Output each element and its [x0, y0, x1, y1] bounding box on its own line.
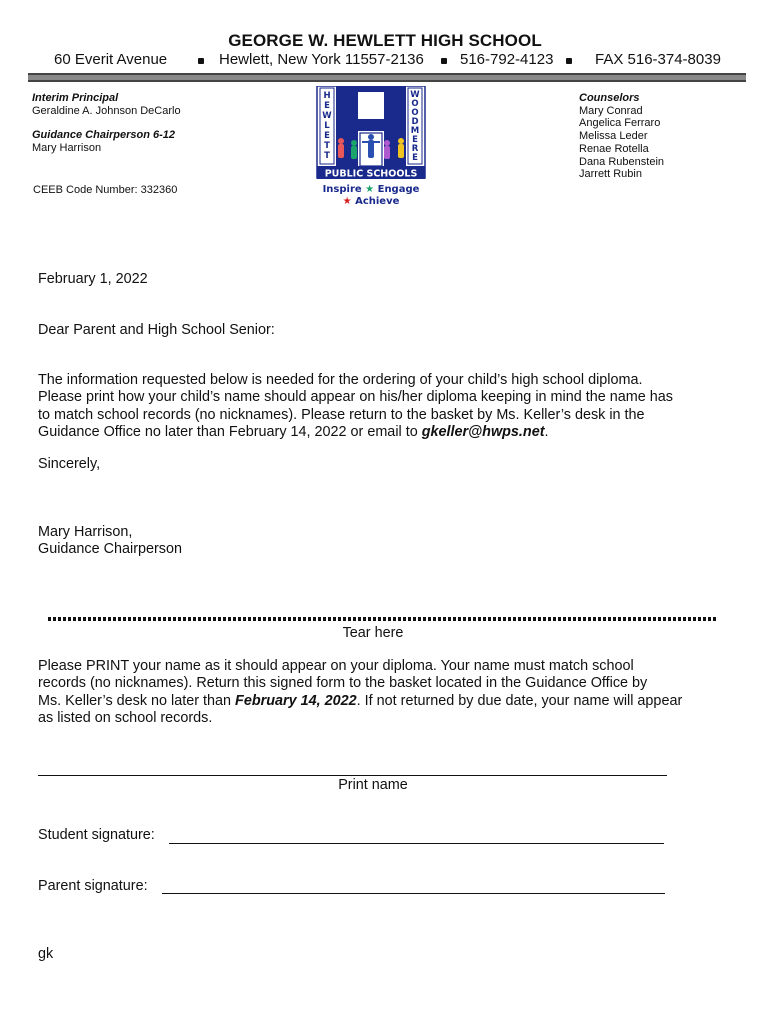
- period: .: [544, 423, 549, 440]
- student-signature-label: Student signature:: [38, 827, 155, 843]
- body-line: Please print how your child’s name should appear on his/her diploma keeping in mind the name has: [38, 389, 673, 406]
- svg-text:O: O: [411, 108, 419, 118]
- counselors-block: [579, 92, 739, 181]
- counselor-name: Renae Rotella: [579, 142, 649, 155]
- counselor-name: Mary Conrad: [579, 104, 643, 117]
- city-address: Hewlett, New York 11557-2136: [219, 51, 424, 68]
- svg-text:D: D: [411, 117, 419, 127]
- letter-salutation: Dear Parent and High School Senior:: [38, 322, 275, 338]
- guidance-name: Mary Harrison: [32, 142, 102, 155]
- phone-number: 516-792-4123: [460, 51, 554, 68]
- school-name: GEORGE W. HEWLETT HIGH SCHOOL: [228, 31, 542, 50]
- svg-text:R: R: [411, 144, 419, 154]
- body-line: The information requested below is needed for the ordering of your child’s high school diploma.: [38, 372, 643, 388]
- principal-name: Geraldine A. Johnson DeCarlo: [32, 104, 181, 117]
- signer-name: Mary Harrison,: [38, 524, 133, 540]
- instr-line: as listed on school records.: [38, 709, 213, 726]
- bullet-separator: [566, 58, 572, 64]
- initials: gk: [38, 946, 54, 962]
- header-rule: [28, 73, 746, 82]
- staff-left: [32, 92, 292, 155]
- svg-text:E: E: [324, 131, 330, 141]
- print-name-label: Print name: [338, 777, 408, 793]
- svg-text:W: W: [410, 90, 420, 100]
- bullet-separator: [441, 58, 447, 64]
- email-link[interactable]: gkeller@hwps.net: [421, 423, 545, 440]
- street-address: 60 Everit Avenue: [54, 51, 168, 68]
- due-date: February 14, 2022: [235, 692, 357, 709]
- instr-line: Please PRINT your name as it should appear on your diploma. Your name must match school: [38, 658, 634, 674]
- print-name-field[interactable]: [38, 775, 667, 776]
- counselor-name: Angelica Ferraro: [579, 117, 661, 130]
- parent-signature-field[interactable]: [162, 893, 665, 894]
- body-line: to match school records (no nicknames). Please return to the basket by Ms. Keller’s desk in the: [38, 406, 645, 423]
- svg-text:PUBLIC SCHOOLS: PUBLIC SCHOOLS: [324, 168, 418, 180]
- bullet-separator: [198, 58, 204, 64]
- form-instructions: [38, 658, 748, 727]
- svg-text:★ Achieve: ★ Achieve: [342, 196, 400, 207]
- svg-text:T: T: [324, 151, 330, 161]
- svg-text:W: W: [322, 111, 332, 121]
- instr-line: records (no nicknames). Return this signed form to the basket located in the Guidance Office by: [38, 675, 648, 692]
- svg-text:M: M: [410, 126, 420, 136]
- counselors-title: Counselors: [579, 92, 640, 104]
- counselor-name: Dana Rubenstein: [579, 155, 665, 168]
- svg-text:T: T: [324, 141, 330, 151]
- counselor-name: Jarrett Rubin: [579, 168, 642, 181]
- district-logo: [316, 86, 426, 208]
- svg-text:H: H: [323, 91, 331, 101]
- principal-title: Interim Principal: [32, 92, 119, 104]
- svg-text:O: O: [411, 99, 419, 109]
- instr-line: . If not returned by due date, your name will appear: [356, 692, 683, 709]
- letter-closing: Sincerely,: [38, 456, 101, 472]
- svg-text:E: E: [324, 101, 330, 111]
- body-line: Guidance Office no later than February 14, 2022 or email to: [38, 423, 422, 440]
- svg-text:E: E: [412, 153, 418, 163]
- instr-line: Ms. Keller’s desk no later than: [38, 692, 236, 709]
- svg-text:L: L: [324, 121, 330, 131]
- parent-signature-label: Parent signature:: [38, 878, 148, 894]
- letter-body: [38, 372, 738, 441]
- fax-number: FAX 516-374-8039: [595, 51, 721, 68]
- svg-text:E: E: [412, 135, 418, 145]
- ceeb-code: CEEB Code Number: 332360: [33, 184, 178, 196]
- tear-label: Tear here: [342, 625, 404, 641]
- letter-date: February 1, 2022: [38, 271, 148, 287]
- student-signature-field[interactable]: [169, 843, 664, 844]
- counselor-name: Melissa Leder: [579, 130, 648, 143]
- svg-text:Inspire ★ Engage: Inspire ★ Engage: [322, 184, 420, 195]
- tear-line: [48, 617, 718, 621]
- guidance-title: Guidance Chairperson 6-12: [32, 129, 176, 142]
- signer-title: Guidance Chairperson: [38, 541, 182, 557]
